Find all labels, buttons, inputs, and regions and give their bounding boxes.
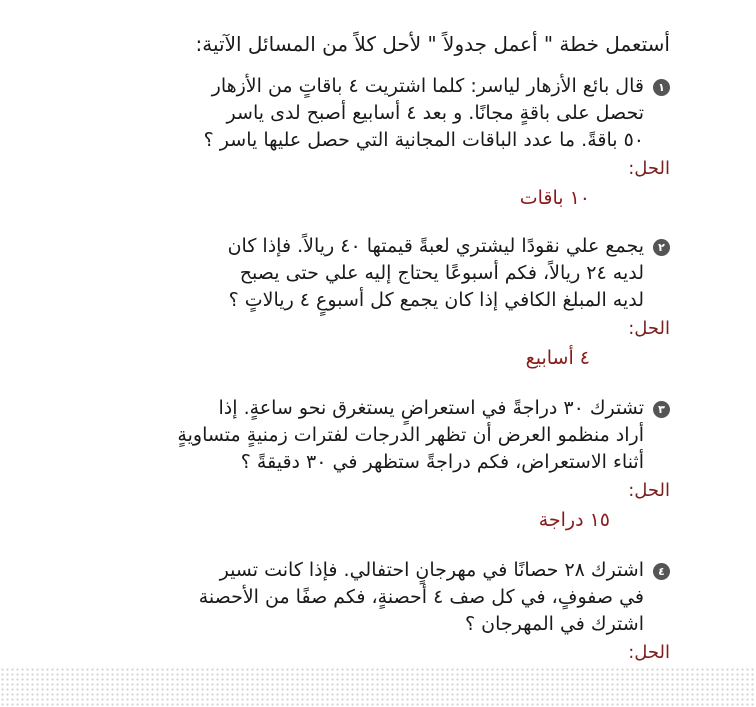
- problem-2-answer: ٤ أسابيع: [525, 347, 590, 369]
- question-line: اشترك ٢٨ حصانًا في مهرجانٍ احتفالي. فإذا كانت تسير: [219, 559, 644, 581]
- solution-label: الحل:: [628, 642, 670, 663]
- solution-label: الحل:: [628, 158, 670, 179]
- problem-2-question: [110, 233, 670, 314]
- problem-number-badge: ٤: [653, 563, 670, 580]
- question-line: اشترك في المهرجان ؟: [465, 613, 644, 635]
- problem-3: [110, 395, 670, 534]
- question-line: أراد منظمو العرض أن تظهر الدرجات لفترات زمنيةٍ متساويةٍ: [177, 424, 644, 446]
- problem-3-question: [110, 395, 670, 476]
- instructions-heading: أستعمل خطة " أعمل جدولاً " لأحل كلاً من المسائل الآتية:: [195, 32, 670, 56]
- problem-2: [110, 233, 670, 372]
- question-line: تحصل على باقةٍ مجانًا. و بعد ٤ أسابيع أصبح لدى ياسر: [226, 102, 644, 124]
- question-line: ٥٠ باقةً. ما عدد الباقات المجانية التي حصل عليها ياسر ؟: [203, 129, 644, 151]
- problem-number-badge: ١: [653, 79, 670, 96]
- problem-3-answer: ١٥ دراجة: [538, 509, 610, 531]
- problem-4: [110, 557, 670, 666]
- dotted-pattern-footer: [0, 667, 756, 707]
- question-line: قال بائع الأزهار لياسر: كلما اشتريت ٤ باقاتٍ من الأزهار: [211, 75, 644, 97]
- question-line: أثناء الاستعراض، فكم دراجةً ستظهر في ٣٠ دقيقةً ؟: [240, 451, 644, 473]
- solution-label: الحل:: [628, 318, 670, 339]
- problem-number-badge: ٢: [653, 239, 670, 256]
- question-line: لديه ٢٤ ريالاً، فكم أسبوعًا يحتاج إليه علي حتى يصبح: [239, 262, 644, 284]
- question-line: لديه المبلغ الكافي إذا كان يجمع كل أسبوعٍ ٤ ريالاتٍ ؟: [228, 289, 644, 311]
- problem-1: [110, 73, 670, 212]
- problem-1-answer: ١٠ باقات: [519, 187, 590, 209]
- question-line: في صفوفٍ، في كل صف ٤ أحصنةٍ، فكم صفًا من الأحصنة: [198, 586, 644, 608]
- solution-label: الحل:: [628, 480, 670, 501]
- problem-1-question: [110, 73, 670, 154]
- problem-4-question: [110, 557, 670, 638]
- question-line: تشترك ٣٠ دراجةً في استعراضٍ يستغرق نحو ساعةٍ. إذا: [218, 397, 644, 419]
- problem-number-badge: ٣: [653, 401, 670, 418]
- question-line: يجمع علي نقودًا ليشتري لعبةً قيمتها ٤٠ ريالاً. فإذا كان: [227, 235, 644, 257]
